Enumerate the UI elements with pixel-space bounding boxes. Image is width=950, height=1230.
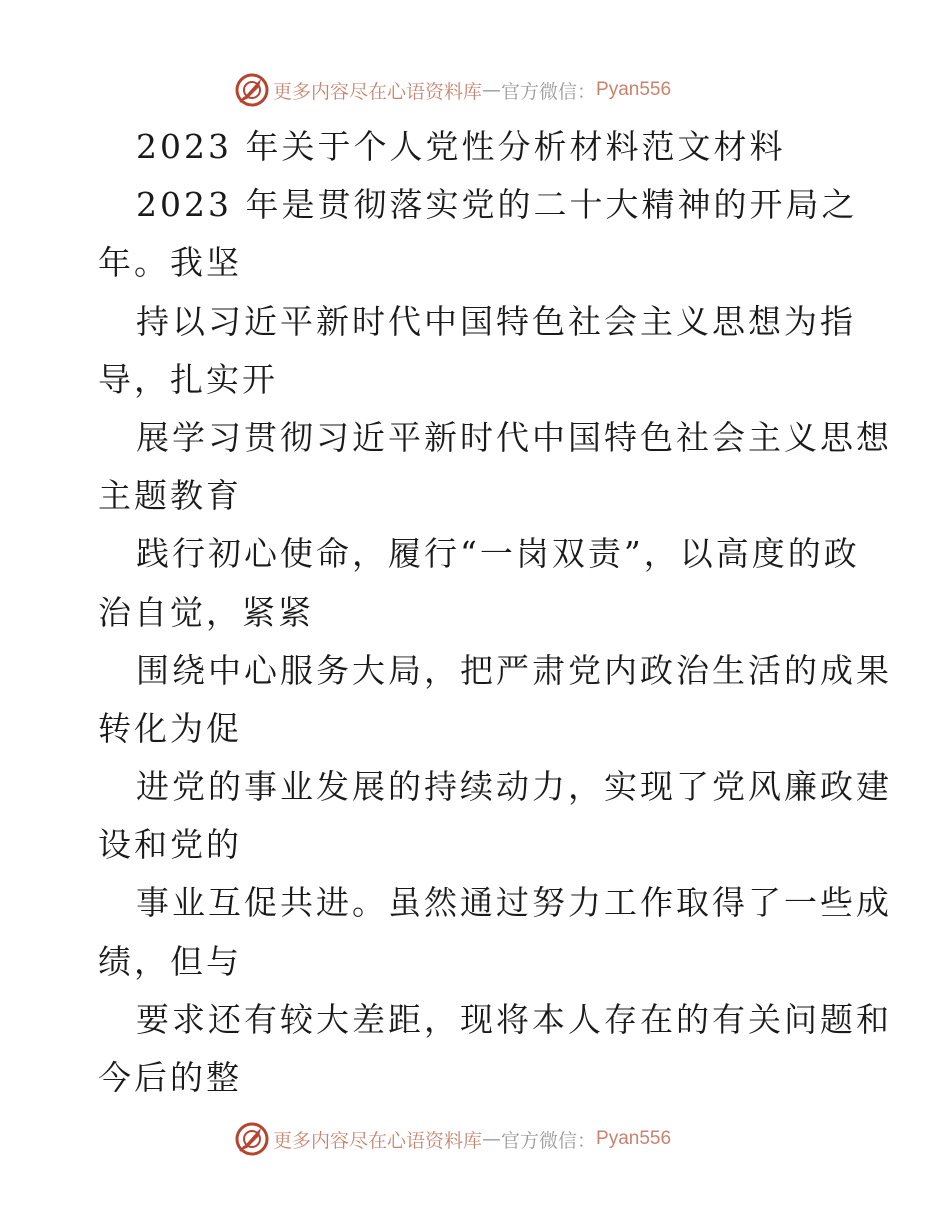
banner-slogan: 更多内容尽在心语资料库 [273,1129,483,1152]
paragraph-line: 践行初心使命，履行“一岗双责”，以高度的政 [136,534,860,574]
paragraph-line: 导，扎实开 [98,359,278,399]
banner-separator: — [482,1128,502,1150]
paragraph-line: 年。我坚 [98,243,242,283]
banner-wechat-id: Pyan556 [596,79,672,100]
paragraph-line: 绩，但与 [98,941,242,981]
banner-separator: — [482,79,502,101]
paragraph-line: 转化为促 [98,708,242,748]
paragraph-line: 2023 年是贯彻落实党的二十大精神的开局之 [136,185,858,225]
paragraph-line: 今后的整 [98,1058,242,1097]
footer-watermark-banner [235,1121,715,1157]
document-body [98,118,892,1107]
quill-logo-icon [235,73,269,107]
header-watermark-banner [235,72,715,108]
paragraph-line: 事业互促共进。虽然通过努力工作取得了一些成 [136,883,892,923]
paragraph-line: 进党的事业发展的持续动力，实现了党风廉政建 [136,767,892,807]
paragraph-line: 展学习贯彻习近平新时代中国特色社会主义思想 [136,417,892,457]
banner-slogan: 更多内容尽在心语资料库 [273,80,483,103]
paragraph-line: 持以习近平新时代中国特色社会主义思想为指 [136,301,856,341]
banner-wechat-label: 官方微信： [501,80,597,103]
banner-wechat-label: 官方微信： [501,1129,597,1152]
paragraph-line: 设和党的 [98,825,242,865]
paragraph-line: 治自觉，紧紧 [98,592,314,632]
document-title: 2023 年关于个人党性分析材料范文材料 [136,127,786,166]
banner-wechat-id: Pyan556 [596,1128,672,1149]
paragraph-line: 要求还有较大差距，现将本人存在的有关问题和 [136,999,892,1039]
paragraph-line: 围绕中心服务大局，把严肃党内政治生活的成果 [136,650,892,690]
quill-logo-icon [235,1122,269,1156]
paragraph-line: 主题教育 [98,476,242,516]
